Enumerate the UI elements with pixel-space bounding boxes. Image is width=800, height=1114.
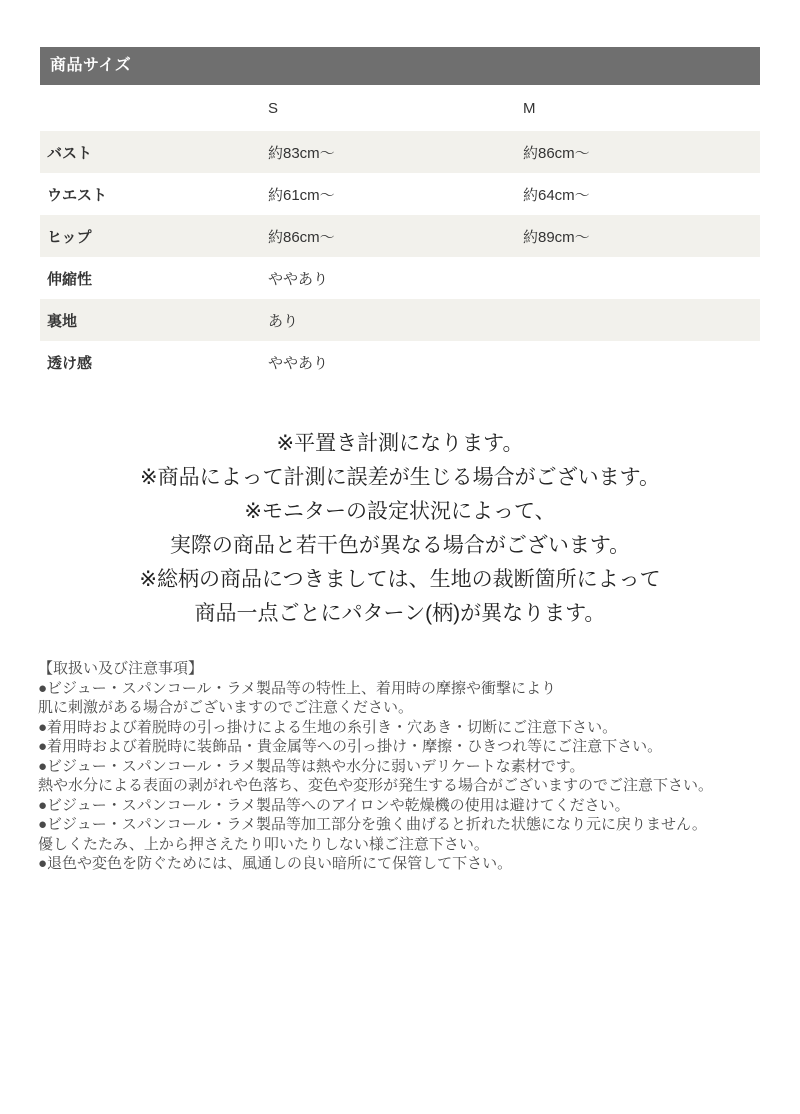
care-line: ●着用時および着脱時の引っ掛けによる生地の糸引き・穴あき・切断にご注意下さい。 <box>38 718 618 736</box>
table-row-hip <box>40 215 760 257</box>
size-table <box>40 85 760 383</box>
size-section-title: 商品サイズ <box>40 47 760 85</box>
product-size-page <box>0 47 800 1114</box>
care-line: ●ビジュー・スパンコール・ラメ製品等の特性上、着用時の摩擦や衝撃により <box>38 679 557 697</box>
care-line: ●着用時および着脱時に装飾品・貴金属等への引っ掛け・摩擦・ひきつれ等にご注意下さい。 <box>38 738 663 755</box>
care-heading: 【取扱い及び注意事項】 <box>38 660 204 677</box>
cell-m: 約86cm～ <box>523 144 590 162</box>
note-line: ※総柄の商品につきましては、生地の裁断箇所によって <box>139 568 661 591</box>
cell-m: 約64cm～ <box>523 186 590 204</box>
care-notes <box>38 659 762 874</box>
care-line: ●退色や変色を防ぐためには、風通しの良い暗所にて保管して下さい。 <box>38 855 513 872</box>
cell-s: 約61cm～ <box>268 186 335 204</box>
row-label: ウエスト <box>47 186 108 204</box>
note-line: ※平置き計測になります。 <box>276 432 524 455</box>
row-label: 伸縮性 <box>47 270 93 288</box>
row-label: 透け感 <box>47 354 93 372</box>
care-line: ●ビジュー・スパンコール・ラメ製品等へのアイロンや乾燥機の使用は避けてください。 <box>38 796 630 814</box>
column-header-m: M <box>523 99 536 117</box>
row-label: 裏地 <box>47 312 78 330</box>
table-row-sheerness <box>40 341 760 383</box>
note-line: ※モニターの設定状況によって、 <box>244 500 556 523</box>
table-row-bust <box>40 131 760 173</box>
note-line: 実際の商品と若干色が異なる場合がございます。 <box>169 534 631 557</box>
row-label: ヒップ <box>47 228 92 246</box>
size-table-header-row <box>40 85 760 131</box>
care-line: 熱や水分による表面の剥がれや色落ち、変色や変形が発生する場合がございますのでご注意下さい。 <box>38 777 714 794</box>
cell-s: ややあり <box>268 354 329 372</box>
row-label: バスト <box>47 144 93 162</box>
column-header-s: S <box>268 99 279 117</box>
cell-m: 約89cm～ <box>523 228 590 246</box>
care-line: ●ビジュー・スパンコール・ラメ製品等加工部分を強く曲げると折れた状態になり元に戻りません。 <box>38 816 707 833</box>
note-line: 商品一点ごとにパターン(柄)が異なります。 <box>194 602 606 625</box>
cell-s: 約83cm～ <box>268 144 335 162</box>
cell-s: 約86cm～ <box>268 228 335 246</box>
care-line: 肌に刺激がある場合がございますのでご注意ください。 <box>38 699 414 716</box>
cell-s: あり <box>268 312 299 330</box>
table-row-lining <box>40 299 760 341</box>
care-line: 優しくたたみ、上から押さえたり叩いたりしない様ご注意下さい。 <box>38 835 489 853</box>
care-line: ●ビジュー・スパンコール・ラメ製品等は熱や水分に弱いデリケートな素材です。 <box>38 757 585 775</box>
table-row-stretch <box>40 257 760 299</box>
cell-s: ややあり <box>268 270 329 288</box>
table-row-waist <box>40 173 760 215</box>
measurement-notes <box>0 427 800 631</box>
note-line: ※商品によって計測に誤差が生じる場合がございます。 <box>140 466 660 489</box>
